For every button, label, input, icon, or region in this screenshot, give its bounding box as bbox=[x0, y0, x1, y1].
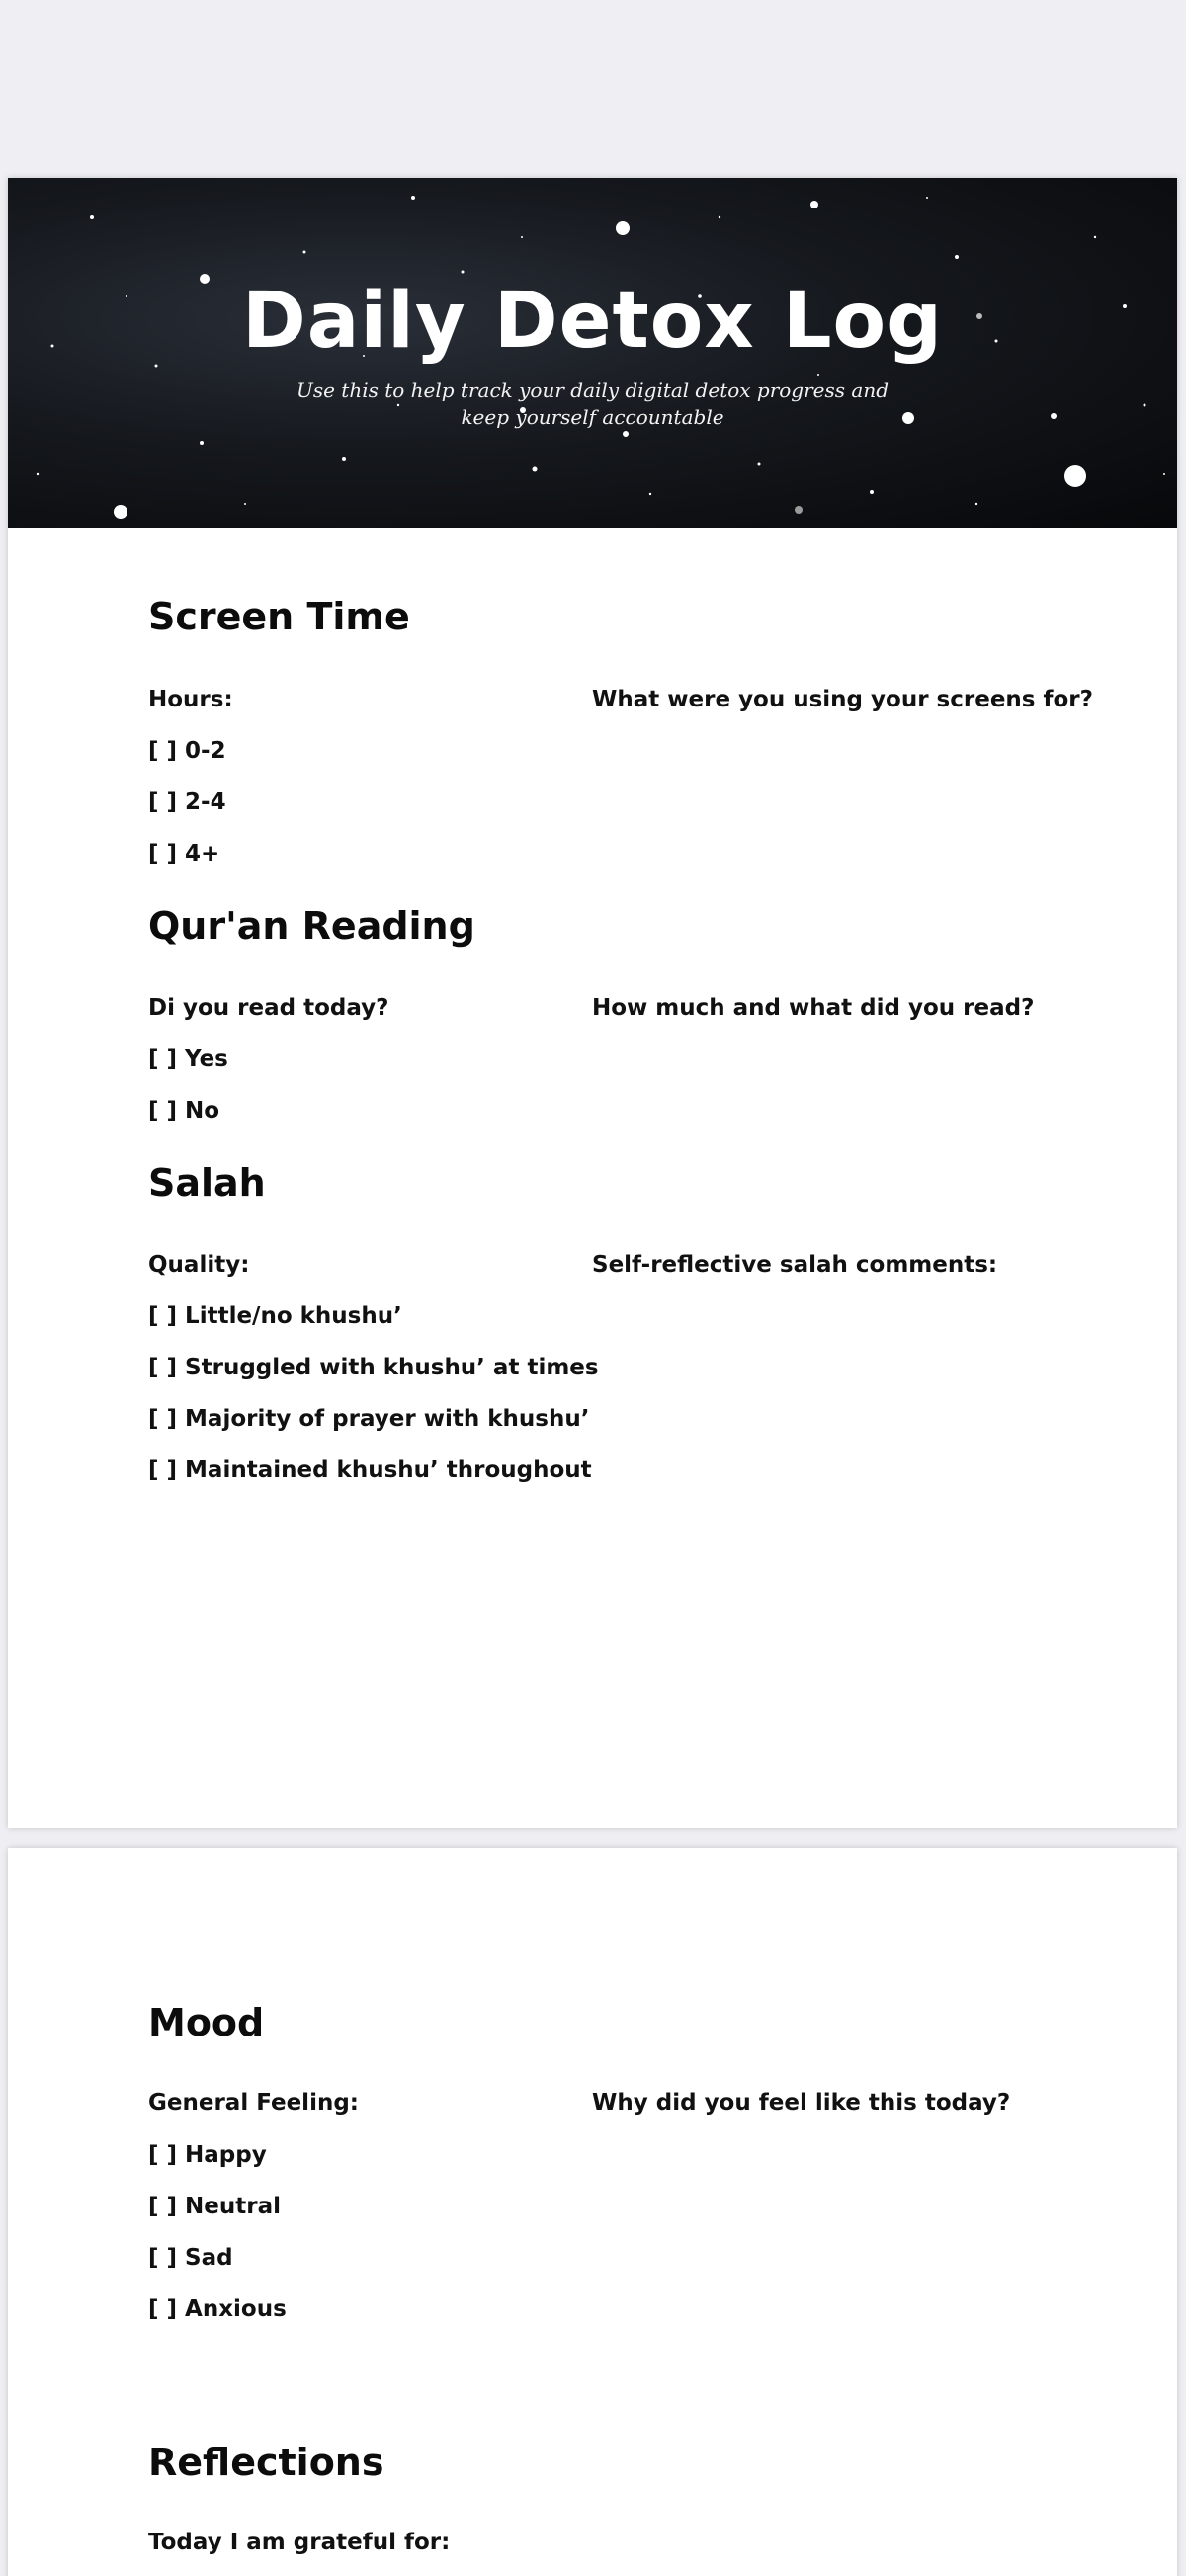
starry-header-banner bbox=[8, 178, 1177, 528]
page-title: Daily Detox Log bbox=[242, 277, 943, 366]
mood-general-feeling-label: General Feeling: bbox=[148, 2090, 359, 2116]
page-subtitle: Use this to help track your daily digital detox progress and keep yourself accountable bbox=[296, 378, 890, 429]
checkbox-option-hours-0-2[interactable]: [ ] 0-2 bbox=[148, 738, 226, 764]
checkbox-option-anxious[interactable]: [ ] Anxious bbox=[148, 2296, 287, 2322]
section-title-quran-reading: Qur'an Reading bbox=[148, 904, 475, 948]
document-page-2 bbox=[8, 1848, 1177, 2576]
checkbox-option-struggled-khushu[interactable]: [ ] Struggled with khushu’ at times bbox=[148, 1355, 599, 1380]
section-title-salah: Salah bbox=[148, 1161, 266, 1205]
checkbox-option-majority-khushu[interactable]: [ ] Majority of prayer with khushu’ bbox=[148, 1406, 590, 1432]
checkbox-option-happy[interactable]: [ ] Happy bbox=[148, 2142, 267, 2168]
checkbox-option-little-khushu[interactable]: [ ] Little/no khushu’ bbox=[148, 1303, 402, 1329]
screen-time-usage-question: What were you using your screens for? bbox=[592, 687, 1093, 712]
grateful-for-label: Today I am grateful for: bbox=[148, 2530, 451, 2555]
checkbox-option-hours-4-plus[interactable]: [ ] 4+ bbox=[148, 841, 220, 867]
screen-time-hours-label: Hours: bbox=[148, 687, 233, 712]
checkbox-option-hours-2-4[interactable]: [ ] 2-4 bbox=[148, 789, 226, 815]
section-title-screen-time: Screen Time bbox=[148, 595, 410, 638]
section-title-reflections: Reflections bbox=[148, 2441, 384, 2484]
mood-why-question: Why did you feel like this today? bbox=[592, 2090, 1011, 2116]
checkbox-option-yes[interactable]: [ ] Yes bbox=[148, 1046, 228, 1072]
section-title-mood: Mood bbox=[148, 2001, 265, 2044]
checkbox-option-maintained-khushu[interactable]: [ ] Maintained khushu’ throughout bbox=[148, 1457, 592, 1483]
checkbox-option-no[interactable]: [ ] No bbox=[148, 1098, 220, 1123]
salah-quality-label: Quality: bbox=[148, 1252, 250, 1278]
quran-read-today-label: Di you read today? bbox=[148, 995, 389, 1021]
document-page-1 bbox=[8, 178, 1177, 1828]
checkbox-option-sad[interactable]: [ ] Sad bbox=[148, 2245, 233, 2271]
salah-comments-label: Self-reflective salah comments: bbox=[592, 1252, 998, 1278]
checkbox-option-neutral[interactable]: [ ] Neutral bbox=[148, 2194, 282, 2219]
quran-how-much-question: How much and what did you read? bbox=[592, 995, 1035, 1021]
